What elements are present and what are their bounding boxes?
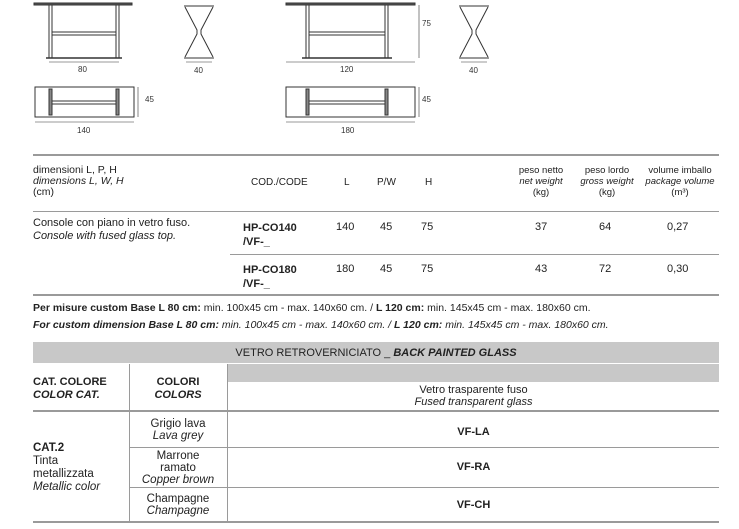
category-cell: CAT.2 Tinta metallizzata Metallic color — [33, 442, 101, 493]
code-vf-ch: VF-CH — [456, 499, 491, 511]
dim-label-45-a: 45 — [145, 95, 154, 104]
row-divider — [230, 254, 719, 255]
row-code-140: HP-CO140 /VF-_ — [243, 222, 297, 248]
header-colors: COLORI COLORS — [154, 376, 202, 401]
product-description: Console con piano in vetro fuso. Console with fused glass top. — [33, 217, 191, 242]
glass-table-bottom-rule — [33, 521, 719, 523]
row-140-l: 140 — [336, 221, 355, 233]
top-140-drawing — [35, 87, 138, 122]
glass-header-band — [228, 364, 719, 382]
header-h: H — [425, 177, 433, 188]
dim-label-40-a: 40 — [194, 66, 203, 75]
spec-table-header-rule — [33, 211, 719, 212]
header-l: L — [344, 177, 350, 188]
glass-header-rule — [33, 410, 719, 412]
col-divider-2 — [227, 364, 228, 521]
row-140-pw: 45 — [380, 221, 393, 233]
code-vf-ra: VF-RA — [456, 461, 491, 473]
color-name-copper-brown: Marrone ramato Copper brown — [141, 450, 215, 486]
row-180-h: 75 — [421, 263, 434, 275]
dim-label-140: 140 — [77, 126, 91, 135]
base-120-side-drawing — [459, 6, 489, 62]
color-name-champagne: Champagne Champagne — [146, 493, 210, 517]
header-code: COD./CODE — [251, 177, 308, 188]
header-color-category: CAT. COLORE COLOR CAT. — [33, 376, 107, 401]
header-gross-weight: peso lordo gross weight (kg) — [580, 165, 634, 198]
glass-table-title: VETRO RETROVERNICIATO _ BACK PAINTED GLASS — [235, 347, 517, 359]
row-code-180: HP-CO180 /VF-_ — [243, 264, 297, 290]
table-120-front-drawing — [286, 3, 419, 62]
table-80-front-drawing — [34, 3, 132, 62]
dim-label-45-b: 45 — [422, 95, 431, 104]
dim-label-80: 80 — [78, 65, 87, 74]
row-140-net: 37 — [535, 221, 548, 233]
header-net-weight: peso netto net weight (kg) — [518, 165, 564, 198]
row-180-l: 180 — [336, 263, 355, 275]
base-80-side-drawing — [184, 6, 214, 62]
color-row-rule-2 — [130, 487, 719, 488]
color-row-rule-1 — [130, 447, 719, 448]
row-140-volume: 0,27 — [667, 221, 689, 233]
top-180-drawing — [286, 87, 419, 122]
header-pw: P/W — [377, 177, 396, 188]
spec-table-bottom-rule — [33, 294, 719, 296]
technical-drawings — [0, 0, 739, 150]
code-vf-la: VF-LA — [457, 426, 490, 438]
header-dimensions: dimensioni L, P, H dimensions L, W, H (cm) — [33, 164, 124, 198]
dim-label-180: 180 — [341, 126, 355, 135]
dim-label-120: 120 — [340, 65, 354, 74]
row-140-h: 75 — [421, 221, 434, 233]
row-180-volume: 0,30 — [667, 263, 689, 275]
header-glass-type: Vetro trasparente fuso Fused transparent glass — [414, 384, 533, 408]
custom-note-en: For custom dimension Base L 80 cm: min. 100x45 cm - max. 140x60 cm. / L 120 cm: min. 145x45 cm - max. 180x60 cm. — [33, 319, 609, 331]
dim-label-40-b: 40 — [469, 66, 478, 75]
row-180-gross: 72 — [599, 263, 612, 275]
spec-table-top-rule — [33, 154, 719, 156]
color-name-lava-grey: Grigio lava Lava grey — [150, 418, 206, 442]
row-180-pw: 45 — [380, 263, 393, 275]
row-180-net: 43 — [535, 263, 548, 275]
row-140-gross: 64 — [599, 221, 612, 233]
dim-label-75: 75 — [422, 19, 431, 28]
custom-note-it: Per misure custom Base L 80 cm: min. 100x45 cm - max. 140x60 cm. / L 120 cm: min. 145x45 cm - max. 180x60 cm. — [33, 302, 591, 314]
header-package-volume: volume imballo package volume (m³) — [645, 165, 715, 198]
